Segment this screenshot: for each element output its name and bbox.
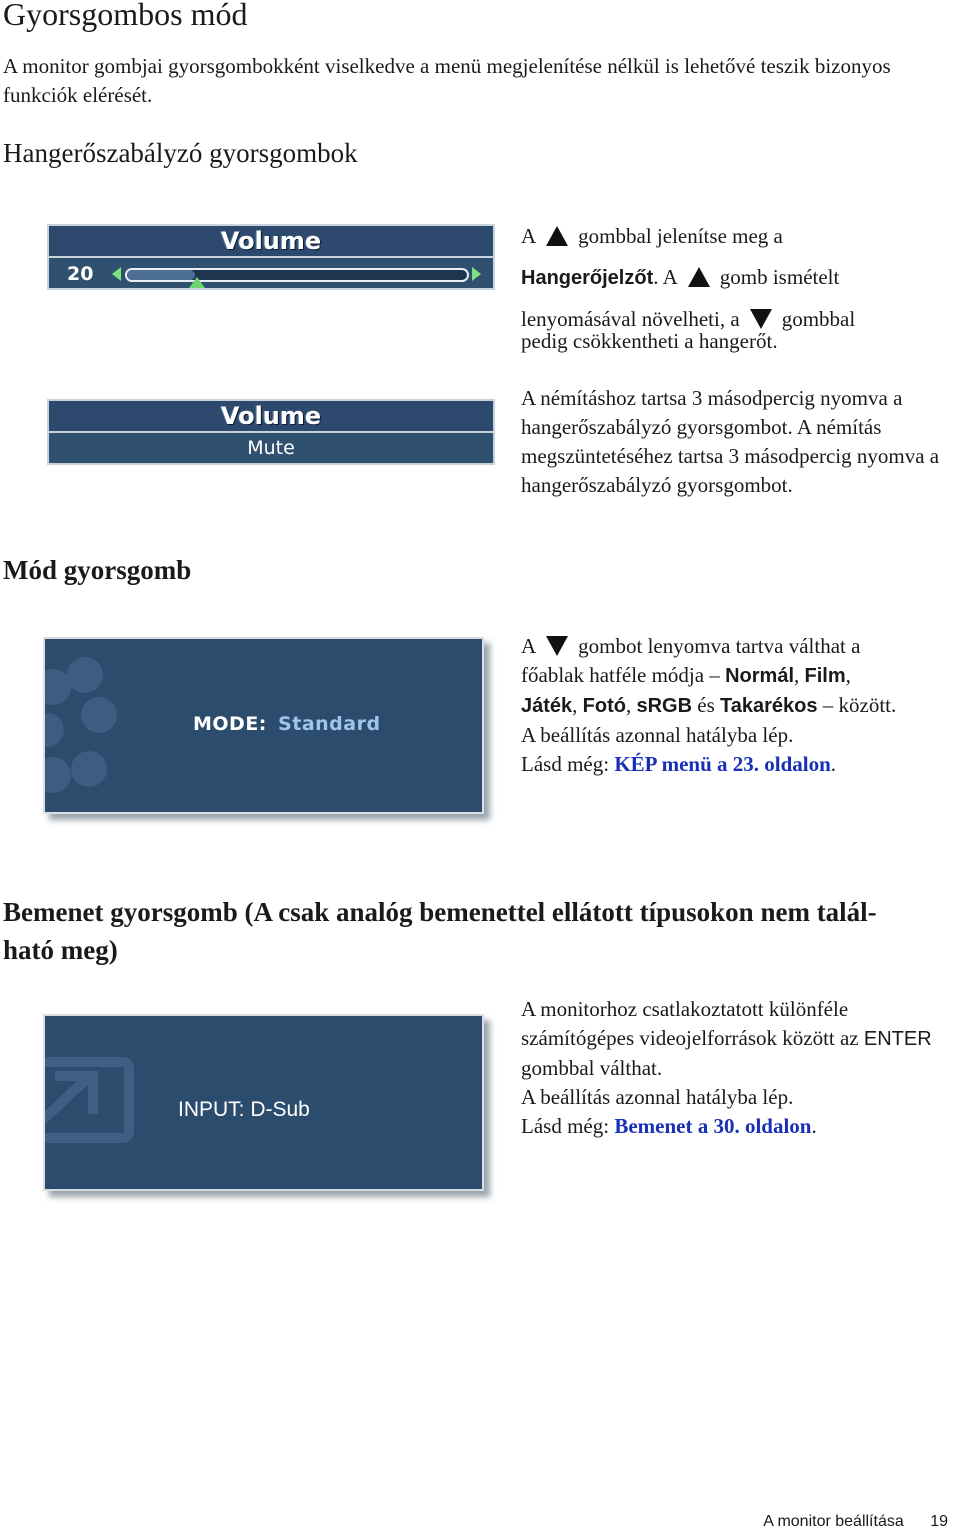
text: . A (653, 265, 678, 289)
volume-value: 20 (67, 263, 94, 285)
text: főablak hatféle módja – (521, 663, 720, 687)
text: . (830, 752, 837, 776)
text: A beállítás azonnal hatályba lép. (521, 723, 794, 747)
page-number: 19 (930, 1513, 948, 1530)
volume-right-arrow-icon (472, 267, 481, 281)
page-title: Gyorsgombos mód (3, 0, 248, 32)
mute-osd (47, 399, 495, 465)
picture-menu-link[interactable]: KÉP menü a 23. oldalon (614, 752, 831, 776)
mode-paragraph: A gombot lenyomva tartva válthat a főablak hatféle módja – Normál, Film, Játék, Fotó, sRGB és Takarékos – között. A beállítás azonnal hatályba lép. Lásd még: KÉP menü a 23. oldalon. (521, 632, 957, 779)
down-arrow-icon (546, 636, 568, 656)
text: Lásd még: (521, 1114, 610, 1138)
volume-fill (127, 270, 195, 280)
mode-osd-label: MODE: (193, 713, 267, 735)
page-footer (763, 1513, 948, 1531)
input-heading-line: ható meg) (3, 935, 118, 965)
text: és (697, 693, 715, 717)
circle-icon (71, 751, 107, 787)
volume-heading: Hangerőszabályzó gyorsgombok (3, 138, 358, 168)
input-heading-line: Bemenet gyorsgomb (A csak analóg bemenettel ellátott típusokon nem talál- (3, 897, 877, 927)
volume-indicator-term: Hangerőjelzőt (521, 267, 654, 289)
input-heading (3, 893, 953, 969)
circle-icon (81, 697, 117, 733)
enter-key-label: ENTER (863, 1028, 932, 1050)
mode-name: Film (804, 665, 846, 687)
footer-title: A monitor beállítása (763, 1513, 904, 1530)
text: – között. (822, 693, 897, 717)
input-menu-link[interactable]: Bemenet a 30. oldalon (614, 1114, 812, 1138)
mute-osd-title: Volume (47, 399, 495, 433)
text: A (521, 634, 537, 658)
text: gombbal válthat. (521, 1056, 663, 1080)
mode-name: Játék (521, 695, 573, 717)
circle-icon (43, 757, 71, 793)
circle-icon (43, 713, 64, 747)
volume-thumb-icon[interactable] (189, 277, 205, 288)
intro-text: A monitor gombjai gyorsgombokként viselkedve a menü megjelenítése nélkül is lehetővé teszik bizonyos funkciók elérését. (3, 54, 891, 107)
mode-heading: Mód gyorsgomb (3, 555, 192, 585)
text: gombot lenyomva tartva válthat a (578, 634, 861, 658)
text: A monitorhoz csatlakoztatott különféle számítógépes videojelforrások között az (521, 997, 859, 1050)
input-paragraph (521, 995, 957, 1141)
input-osd-text: INPUT: D-Sub (178, 1098, 310, 1121)
mode-name: Normál (725, 665, 794, 687)
volume-osd (47, 224, 495, 290)
volume-track[interactable] (125, 268, 469, 282)
up-arrow-icon (688, 267, 710, 287)
text: lenyomásával növelheti, a (521, 307, 740, 331)
circle-icon (67, 657, 103, 693)
volume-paragraph-1-end: pedig csökkentheti a hangerőt. (521, 329, 778, 353)
input-source-icon (43, 1056, 145, 1146)
mode-name: Fotó (582, 695, 626, 717)
text: gomb ismételt (719, 265, 840, 289)
mode-osd (43, 637, 484, 814)
text: . (811, 1114, 817, 1138)
mute-label: Mute (47, 431, 495, 465)
text: A beállítás azonnal hatályba lép. (521, 1085, 794, 1109)
mode-osd-value: Standard (278, 713, 381, 735)
up-arrow-icon (546, 226, 568, 246)
text: A (521, 224, 537, 248)
mode-osd-text (193, 713, 381, 735)
volume-left-arrow-icon (112, 267, 121, 281)
text: Lásd még: (521, 752, 610, 776)
mode-name: Takarékos (720, 695, 818, 717)
mode-name: sRGB (636, 695, 693, 717)
volume-osd-title: Volume (47, 224, 495, 258)
input-osd (43, 1014, 484, 1191)
volume-slider-row (47, 256, 495, 290)
text: gombbal jelenítse meg a (578, 224, 783, 248)
text: gombbal (781, 307, 856, 331)
volume-paragraph-2: A némításhoz tartsa 3 másodpercig nyomva a hangerőszabályzó gyorsgombot. A némítás megszüntetéséhez tartsa 3 másodpercig nyomva a hangerőszabályzó gyorsgombot. (521, 386, 940, 497)
volume-paragraph-1 (521, 216, 941, 340)
